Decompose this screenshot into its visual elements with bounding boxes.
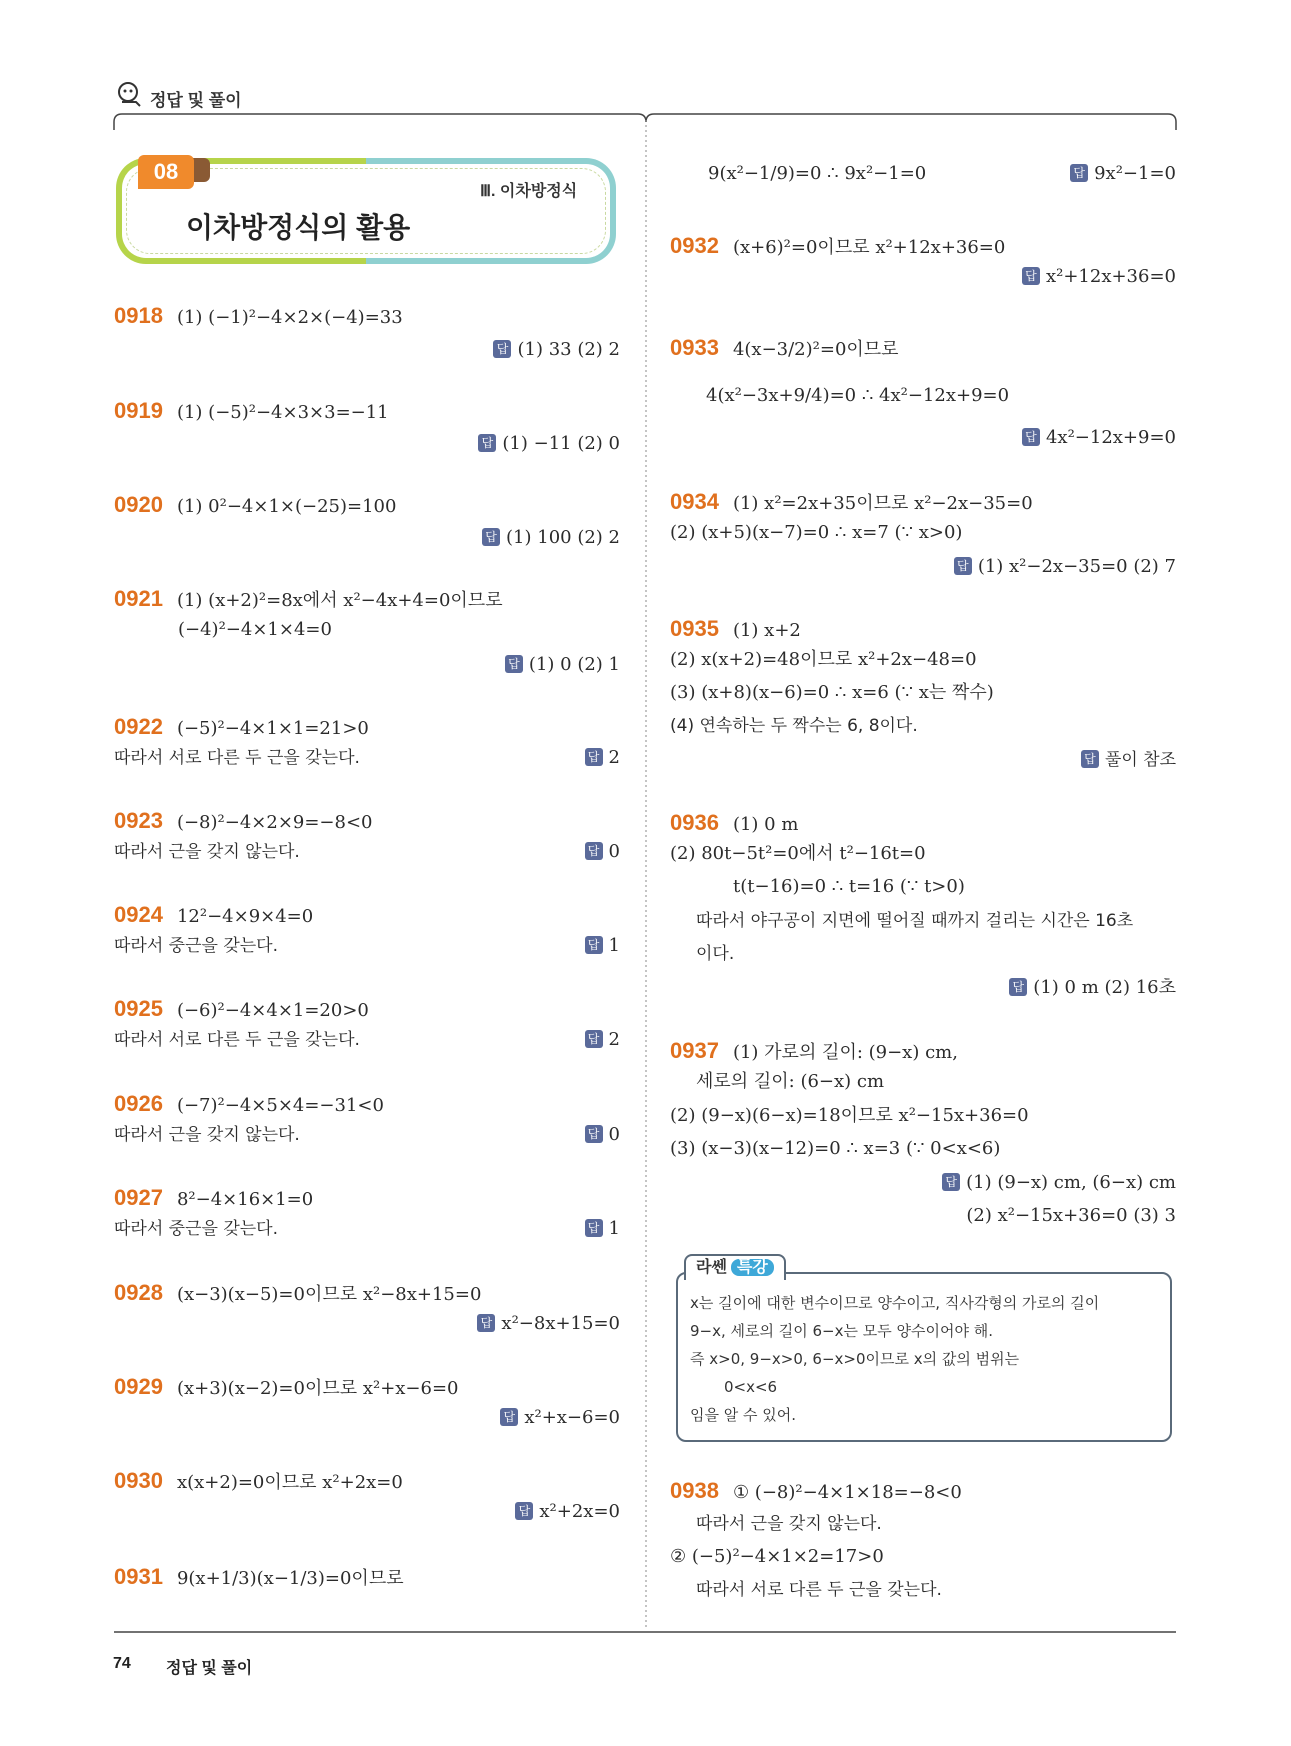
- problem-0935-line3: (3) (x+8)(x−6)=0 ∴ x=6 (∵ x는 짝수): [670, 682, 994, 703]
- problem-0936-line5: 이다.: [696, 944, 735, 964]
- page-number: 74: [113, 1655, 131, 1672]
- unit-title: 이차방정식의 활용: [186, 212, 411, 243]
- problem-0936-line4: 따라서 야구공이 지면에 떨어질 때까지 걸리는 시간은 16초: [696, 911, 1134, 931]
- answer-0922: 답 2: [585, 746, 620, 770]
- problem-0937-line4: (3) (x−3)(x−12)=0 ∴ x=3 (∵ 0<x<6): [670, 1138, 1001, 1159]
- answer-0920: 답(1) 100 (2) 2: [482, 526, 620, 550]
- problem-0922-line2: 따라서 서로 다른 두 근을 갖는다.: [114, 748, 360, 768]
- answer-0921: 답(1) 0 (2) 1: [505, 653, 620, 677]
- answer-0937: 답(1) (9−x) cm, (6−x) cm: [942, 1171, 1176, 1195]
- answer-0936: 답(1) 0 m (2) 16초: [1009, 976, 1176, 1000]
- answer-0935: 답풀이 참조: [1081, 748, 1176, 772]
- tip-line-4: 0<x<6: [724, 1378, 778, 1396]
- problem-0930: 0930 x(x+2)=0이므로 x²+2x=0: [114, 1468, 403, 1493]
- problem-0925: 0925 (−6)²−4×4×1=20>0: [114, 996, 369, 1021]
- answer-badge-icon: [1081, 750, 1099, 768]
- answer-0931: 답 9x²−1=0: [1070, 162, 1176, 186]
- answer-badge-icon: [942, 1173, 960, 1191]
- answer-0925: 답 2: [585, 1028, 620, 1052]
- unit-number: 08: [138, 155, 194, 189]
- problem-0918: 0918 (1) (−1)²−4×2×(−4)=33: [114, 303, 403, 328]
- answer-badge-icon: [1009, 978, 1027, 996]
- answer-0923: 답 0: [585, 840, 620, 864]
- problem-0928: 0928 (x−3)(x−5)=0이므로 x²−8x+15=0: [114, 1280, 482, 1305]
- answer-0932: 답x²+12x+36=0: [1022, 265, 1176, 289]
- answer-badge-icon: [515, 1502, 533, 1520]
- tip-tab: 라쎈 특강: [684, 1254, 786, 1280]
- problem-0935-line4: (4) 연속하는 두 짝수는 6, 8이다.: [670, 716, 918, 736]
- problem-0938-line2: 따라서 근을 갖지 않는다.: [696, 1514, 882, 1534]
- tip-line-3: 즉 x>0, 9−x>0, 6−x>0이므로 x의 값의 범위는: [690, 1350, 1020, 1368]
- problem-0925-line2: 따라서 서로 다른 두 근을 갖는다.: [114, 1030, 360, 1050]
- answer-0929: 답x²+x−6=0: [500, 1406, 620, 1430]
- answer-badge-icon: [482, 528, 500, 546]
- tip-line-2: 9−x, 세로의 길이 6−x는 모두 양수이어야 해.: [690, 1322, 993, 1340]
- problem-0936: 0936 (1) 0 m: [670, 810, 799, 835]
- problem-0937-line3: (2) (9−x)(6−x)=18이므로 x²−15x+36=0: [670, 1105, 1029, 1126]
- problem-0935-line2: (2) x(x+2)=48이므로 x²+2x−48=0: [670, 649, 977, 670]
- answer-0926: 답 0: [585, 1123, 620, 1147]
- problem-0937-line2: 세로의 길이: (6−x) cm: [696, 1071, 885, 1092]
- problem-0931: 0931 9(x+1/3)(x−1/3)=0이므로: [114, 1564, 404, 1589]
- answer-badge-icon: [478, 434, 496, 452]
- answer-0933: 답4x²−12x+9=0: [1022, 426, 1176, 450]
- answer-badge-icon: [585, 1125, 603, 1143]
- problem-0927-line2: 따라서 중근을 갖는다.: [114, 1219, 279, 1239]
- problem-0932: 0932 (x+6)²=0이므로 x²+12x+36=0: [670, 233, 1006, 258]
- answer-0937-line2: (2) x²−15x+36=0 (3) 3: [966, 1205, 1176, 1226]
- problem-0931-cont: 9(x²−1/9)=0 ∴ 9x²−1=0: [708, 163, 927, 184]
- answer-badge-icon: [500, 1408, 518, 1426]
- problem-0936-line3: t(t−16)=0 ∴ t=16 (∵ t>0): [733, 876, 965, 897]
- answer-0924: 답 1: [585, 934, 620, 958]
- answer-badge-icon: [585, 1030, 603, 1048]
- problem-0923: 0923 (−8)²−4×2×9=−8<0: [114, 808, 373, 833]
- answer-0930: 답x²+2x=0: [515, 1500, 620, 1524]
- answer-0919: 답(1) −11 (2) 0: [478, 432, 620, 456]
- chapter-label: Ⅲ. 이차방정식: [480, 183, 578, 200]
- problem-0921-line2: (−4)²−4×1×4=0: [178, 619, 332, 640]
- problem-0924-line2: 따라서 중근을 갖는다.: [114, 936, 279, 956]
- problem-0938-line3: ② (−5)²−4×1×2=17>0: [670, 1546, 884, 1567]
- tip-line-1: x는 길이에 대한 변수이므로 양수이고, 직사각형의 가로의 길이: [690, 1294, 1100, 1312]
- problem-0920: 0920 (1) 0²−4×1×(−25)=100: [114, 492, 397, 517]
- answer-badge-icon: [585, 842, 603, 860]
- problem-0919: 0919 (1) (−5)²−4×3×3=−11: [114, 398, 389, 423]
- problem-0921: 0921 (1) (x+2)²=8x에서 x²−4x+4=0이므로: [114, 586, 503, 611]
- problem-0938: 0938 ① (−8)²−4×1×18=−8<0: [670, 1478, 962, 1503]
- problem-0929: 0929 (x+3)(x−2)=0이므로 x²+x−6=0: [114, 1374, 459, 1399]
- answer-0927: 답 1: [585, 1217, 620, 1241]
- answer-badge-icon: [505, 655, 523, 673]
- problem-0934-line2: (2) (x+5)(x−7)=0 ∴ x=7 (∵ x>0): [670, 522, 963, 543]
- problem-0923-line2: 따라서 근을 갖지 않는다.: [114, 842, 300, 862]
- answer-badge-icon: [954, 557, 972, 575]
- problem-0933: 0933 4(x−3/2)²=0이므로: [670, 335, 899, 360]
- answer-0934: 답(1) x²−2x−35=0 (2) 7: [954, 555, 1176, 579]
- header-title: 정답 및 풀이: [150, 91, 242, 110]
- answer-badge-icon: [1022, 428, 1040, 446]
- answer-badge-icon: [1022, 267, 1040, 285]
- problem-0933-line2: 4(x²−3x+9/4)=0 ∴ 4x²−12x+9=0: [706, 385, 1010, 406]
- problem-0938-line4: 따라서 서로 다른 두 근을 갖는다.: [696, 1580, 942, 1600]
- answer-0928: 답x²−8x+15=0: [477, 1312, 620, 1336]
- problem-0934: 0934 (1) x²=2x+35이므로 x²−2x−35=0: [670, 489, 1033, 514]
- answer-badge-icon: [1070, 164, 1088, 182]
- answer-badge-icon: [585, 748, 603, 766]
- problem-0927: 0927 8²−4×16×1=0: [114, 1185, 314, 1210]
- problem-0926-line2: 따라서 근을 갖지 않는다.: [114, 1125, 300, 1145]
- problem-0935: 0935 (1) x+2: [670, 616, 801, 641]
- tip-line-5: 임을 알 수 있어.: [690, 1406, 797, 1424]
- answer-badge-icon: [493, 340, 511, 358]
- problem-0926: 0926 (−7)²−4×5×4=−31<0: [114, 1091, 384, 1116]
- problem-0922: 0922 (−5)²−4×1×1=21>0: [114, 714, 369, 739]
- problem-0924: 0924 12²−4×9×4=0: [114, 902, 314, 927]
- answer-badge-icon: [477, 1314, 495, 1332]
- mascot-icon: [116, 80, 144, 108]
- answer-0918: 답(1) 33 (2) 2: [493, 338, 620, 362]
- problem-0937: 0937 (1) 가로의 길이: (9−x) cm,: [670, 1038, 958, 1063]
- answer-badge-icon: [585, 1219, 603, 1237]
- problem-0936-line2: (2) 80t−5t²=0에서 t²−16t=0: [670, 843, 926, 864]
- footer-title: 정답 및 풀이: [166, 1660, 253, 1677]
- answer-badge-icon: [585, 936, 603, 954]
